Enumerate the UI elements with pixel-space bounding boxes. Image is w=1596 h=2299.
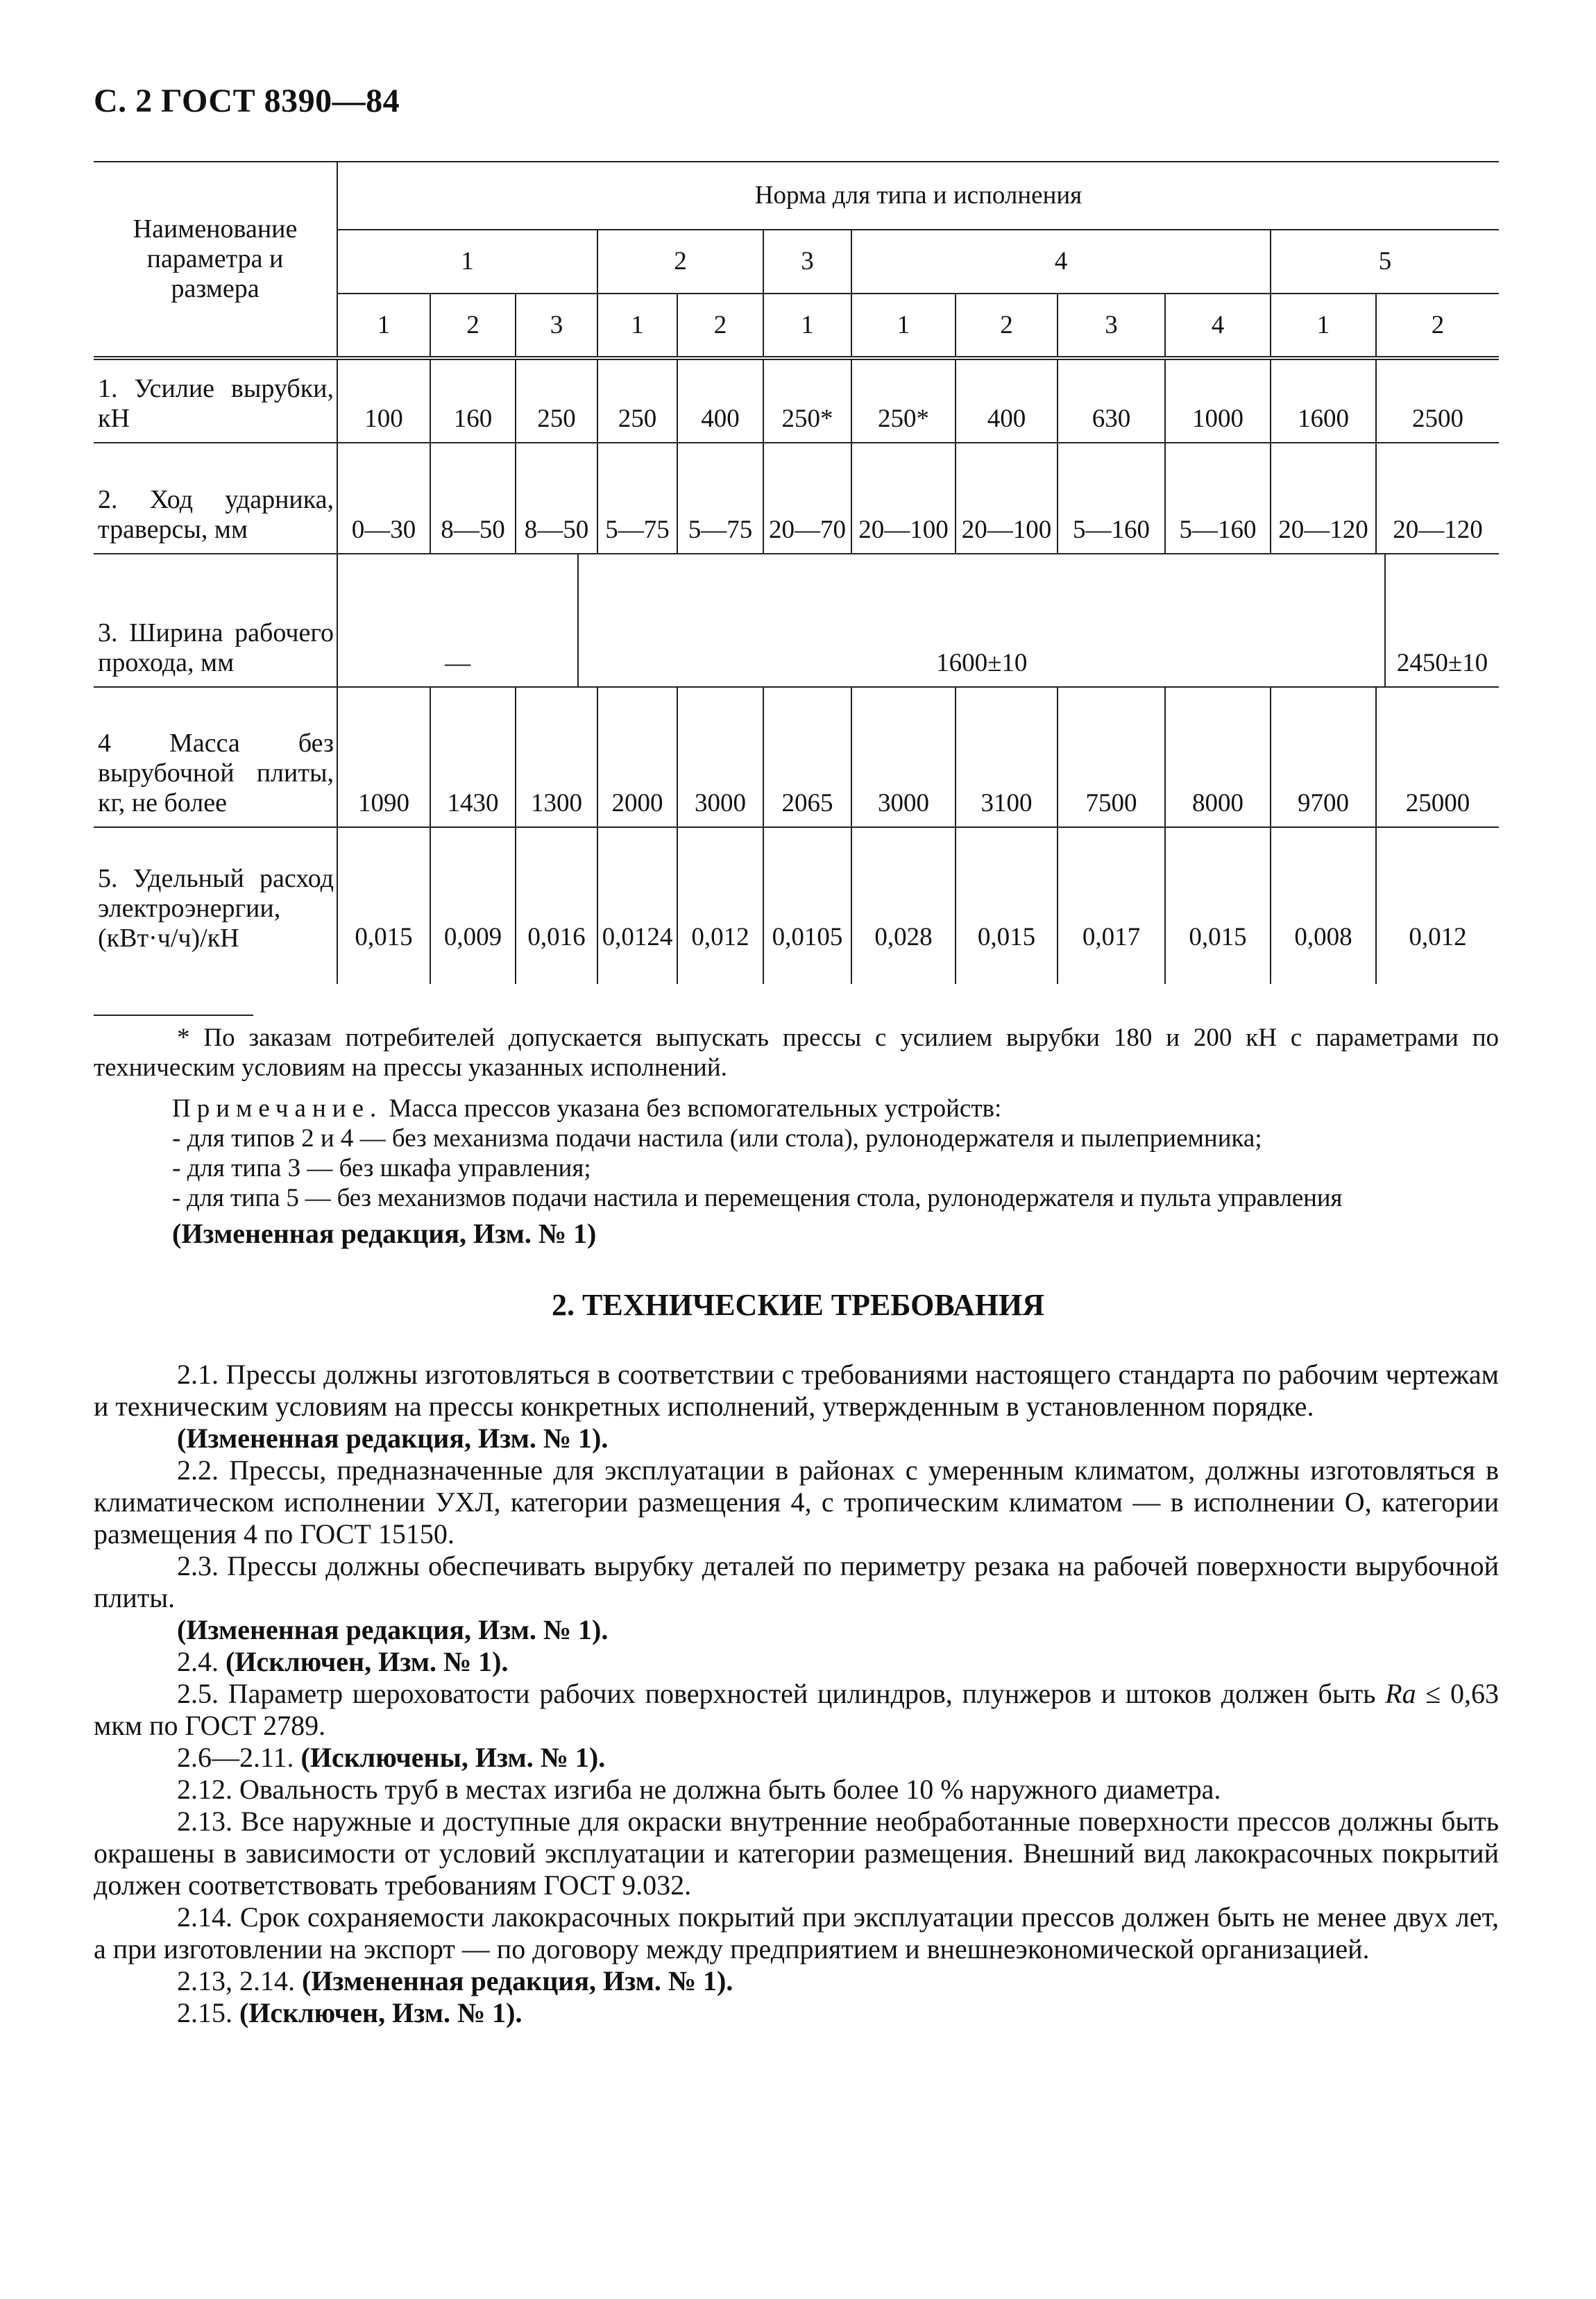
variant-cell: 1 bbox=[763, 294, 851, 356]
table-cell: 3100 bbox=[955, 688, 1057, 826]
paragraph-2-1: 2.1. Прессы должны изготовляться в соответствии с требованиями настоящего стандарта по рабочим чертежам и техническим условиям на прессы конкретных исполнений, утвержденным в установленном порядке. bbox=[94, 1359, 1499, 1422]
variant-cell: 1 bbox=[337, 294, 430, 356]
section-title: 2. ТЕХНИЧЕСКИЕ ТРЕБОВАНИЯ bbox=[552, 1288, 1044, 1322]
variant-cell: 3 bbox=[1057, 294, 1164, 356]
table-cell: 0,015 bbox=[955, 828, 1057, 984]
paragraph-2-13-2-14: 2.13, 2.14. (Измененная редакция, Изм. № 1). bbox=[177, 1965, 733, 1996]
type-row bbox=[337, 230, 1499, 294]
norm-header-block bbox=[337, 162, 1499, 360]
note-item: - для типа 5 — без механизмов подачи настила и перемещения стола, рулонодержателя и пульта управления bbox=[172, 1184, 1343, 1212]
table-cell: — bbox=[337, 554, 577, 686]
table-row bbox=[94, 554, 1499, 688]
paragraph-2-3: 2.3. Прессы должны обеспечивать вырубку деталей по периметру резака на рабочей поверхности вырубочной плиты. bbox=[94, 1550, 1499, 1613]
table-cell: 20—100 bbox=[955, 443, 1057, 553]
table-cell: 20—100 bbox=[851, 443, 955, 553]
table-cell: 2000 bbox=[597, 688, 677, 826]
param-header: Наименование параметра и размера bbox=[133, 214, 298, 303]
table-cell: 0,017 bbox=[1057, 828, 1164, 984]
paragraph-2-14: 2.14. Срок сохраняемости лакокрасочных покрытий при эксплуатации прессов должен быть не менее двух лет, а при изготовлении на экспорт — по договору между предприятием и внешнеэкономической организацией. bbox=[94, 1901, 1499, 1965]
table-cell: 400 bbox=[955, 360, 1057, 442]
row-name: 2. Ход ударника, траверсы, мм bbox=[98, 485, 334, 544]
table-cell: 20—120 bbox=[1270, 443, 1375, 553]
revision-note: (Измененная редакция, Изм. № 1). bbox=[177, 1423, 609, 1454]
table-cell: 0,016 bbox=[515, 828, 597, 984]
table-row bbox=[94, 688, 1499, 828]
table-cell: 0,028 bbox=[851, 828, 955, 984]
table-cell: 1430 bbox=[430, 688, 515, 826]
table-cell: 3000 bbox=[677, 688, 763, 826]
variant-cell: 1 bbox=[851, 294, 955, 356]
table-cell: 0,012 bbox=[1375, 828, 1499, 984]
row-name: 3. Ширина рабочего прохода, мм bbox=[98, 618, 334, 677]
table-cell: 25000 bbox=[1375, 688, 1499, 826]
paragraph-2-6-2-11: 2.6—2.11. (Исключены, Изм. № 1). bbox=[177, 1742, 606, 1773]
table-cell: 0,008 bbox=[1270, 828, 1375, 984]
table-cell: 1000 bbox=[1164, 360, 1270, 442]
note-block bbox=[172, 1094, 1499, 1248]
table-cell: 250* bbox=[851, 360, 955, 442]
note-label: Примечание. bbox=[172, 1094, 383, 1123]
variant-cell: 3 bbox=[515, 294, 597, 356]
variant-cell: 2 bbox=[430, 294, 515, 356]
table-cell: 0—30 bbox=[337, 443, 430, 553]
variant-row bbox=[337, 294, 1499, 360]
variant-cell: 1 bbox=[1270, 294, 1375, 356]
table-cell: 8—50 bbox=[430, 443, 515, 553]
paragraph-2-4: 2.4. (Исключен, Изм. № 1). bbox=[177, 1646, 509, 1677]
param-header-cell bbox=[94, 162, 337, 360]
table-cell: 5—75 bbox=[597, 443, 677, 553]
table-header bbox=[94, 161, 1499, 360]
table-cell: 2450±10 bbox=[1384, 554, 1499, 686]
page-header: С. 2 ГОСТ 8390—84 bbox=[94, 83, 400, 119]
table-cell: 160 bbox=[430, 360, 515, 442]
row-name: 1. Усилие вырубки, кН bbox=[98, 374, 334, 433]
table-cell: 5—160 bbox=[1057, 443, 1164, 553]
table-cell: 7500 bbox=[1057, 688, 1164, 826]
footnote: * По заказам потребителей допускается выпускать прессы с усилием вырубки 180 и 200 кН с параметрами по техническим условиям на прессы указанных исполнений. bbox=[94, 1024, 1499, 1082]
table-cell: 100 bbox=[337, 360, 430, 442]
type-cell: 5 bbox=[1270, 230, 1499, 294]
paragraph-2-15: 2.15. (Исключен, Изм. № 1). bbox=[177, 1997, 523, 2028]
table-cell: 0,0124 bbox=[597, 828, 677, 984]
table-cell: 2065 bbox=[763, 688, 851, 826]
table-row bbox=[94, 443, 1499, 554]
note-text: Масса прессов указана без вспомогательных устройств: bbox=[382, 1094, 1002, 1123]
table-cell: 20—70 bbox=[763, 443, 851, 553]
section-body bbox=[94, 1359, 1499, 2029]
variant-cell: 1 bbox=[597, 294, 677, 356]
table-cell: 1600 bbox=[1270, 360, 1375, 442]
table-cell: 250* bbox=[763, 360, 851, 442]
variant-cell: 2 bbox=[677, 294, 763, 356]
type-cell: 4 bbox=[851, 230, 1270, 294]
table-cell: 1300 bbox=[515, 688, 597, 826]
row-name: 5. Удельный расход электроэнергии, (кВт·ч/ч)/кН bbox=[98, 864, 334, 953]
note-item: - для типов 2 и 4 — без механизма подачи настила (или стола), рулонодержателя и пылеприемника; bbox=[172, 1124, 1262, 1153]
type-cell: 1 bbox=[337, 230, 597, 294]
type-cell: 3 bbox=[763, 230, 851, 294]
table-row bbox=[94, 828, 1499, 984]
table-cell: 8—50 bbox=[515, 443, 597, 553]
note-intro bbox=[172, 1094, 1499, 1123]
table-cell: 5—75 bbox=[677, 443, 763, 553]
paragraph-2-2: 2.2. Прессы, предназначенные для эксплуатации в районах с умеренным климатом, должны изготовляться в климатическом исполнении УХЛ, категории размещения 4, с тропическим климатом — в исполнении О, категории размещения 4 по ГОСТ 15150. bbox=[94, 1454, 1499, 1550]
table-cell: 630 bbox=[1057, 360, 1164, 442]
table-cell: 0,0105 bbox=[763, 828, 851, 984]
table-cell: 8000 bbox=[1164, 688, 1270, 826]
variant-cell: 2 bbox=[955, 294, 1057, 356]
table-cell: 3000 bbox=[851, 688, 955, 826]
table-cell: 0,015 bbox=[1164, 828, 1270, 984]
table-cell: 250 bbox=[515, 360, 597, 442]
table-cell: 5—160 bbox=[1164, 443, 1270, 553]
type-cell: 2 bbox=[597, 230, 763, 294]
table-cell: 2500 bbox=[1375, 360, 1499, 442]
table-cell: 0,015 bbox=[337, 828, 430, 984]
paragraph-2-13: 2.13. Все наружные и доступные для окраски внутренние необработанные поверхности прессов должны быть окрашены в зависимости от условий эксплуатации и категории размещения. Внешний вид лакокрасочных покрытий должен соответствовать требованиям ГОСТ 9.032. bbox=[94, 1806, 1499, 1901]
row-name: 4 Масса без вырубочной плиты, кг, не более bbox=[98, 729, 334, 817]
variant-cell: 4 bbox=[1164, 294, 1270, 356]
table-cell: 9700 bbox=[1270, 688, 1375, 826]
revision-note: (Измененная редакция, Изм. № 1). bbox=[177, 1614, 609, 1645]
parameters-table bbox=[94, 161, 1499, 984]
table-cell: 400 bbox=[677, 360, 763, 442]
paragraph-2-12: 2.12. Овальность труб в местах изгиба не должна быть более 10 % наружного диаметра. bbox=[177, 1774, 1221, 1805]
norm-header: Норма для типа и исполнения bbox=[337, 162, 1499, 230]
table-cell: 20—120 bbox=[1375, 443, 1499, 553]
table-cell: 1600±10 bbox=[577, 554, 1384, 686]
footnote-rule bbox=[94, 1015, 253, 1016]
paragraph-2-5: 2.5. Параметр шероховатости рабочих поверхностей цилиндров, плунжеров и штоков должен быть Ra ≤ 0,63 мкм по ГОСТ 2789. bbox=[94, 1678, 1500, 1741]
table-cell: 1090 bbox=[337, 688, 430, 826]
table-cell: 0,009 bbox=[430, 828, 515, 984]
table-cell: 0,012 bbox=[677, 828, 763, 984]
table-cell: 250 bbox=[597, 360, 677, 442]
note-revision: (Измененная редакция, Изм. № 1) bbox=[172, 1218, 597, 1249]
note-item: - для типа 3 — без шкафа управления; bbox=[172, 1154, 591, 1182]
table-row bbox=[94, 360, 1499, 443]
variant-cell: 2 bbox=[1375, 294, 1499, 356]
